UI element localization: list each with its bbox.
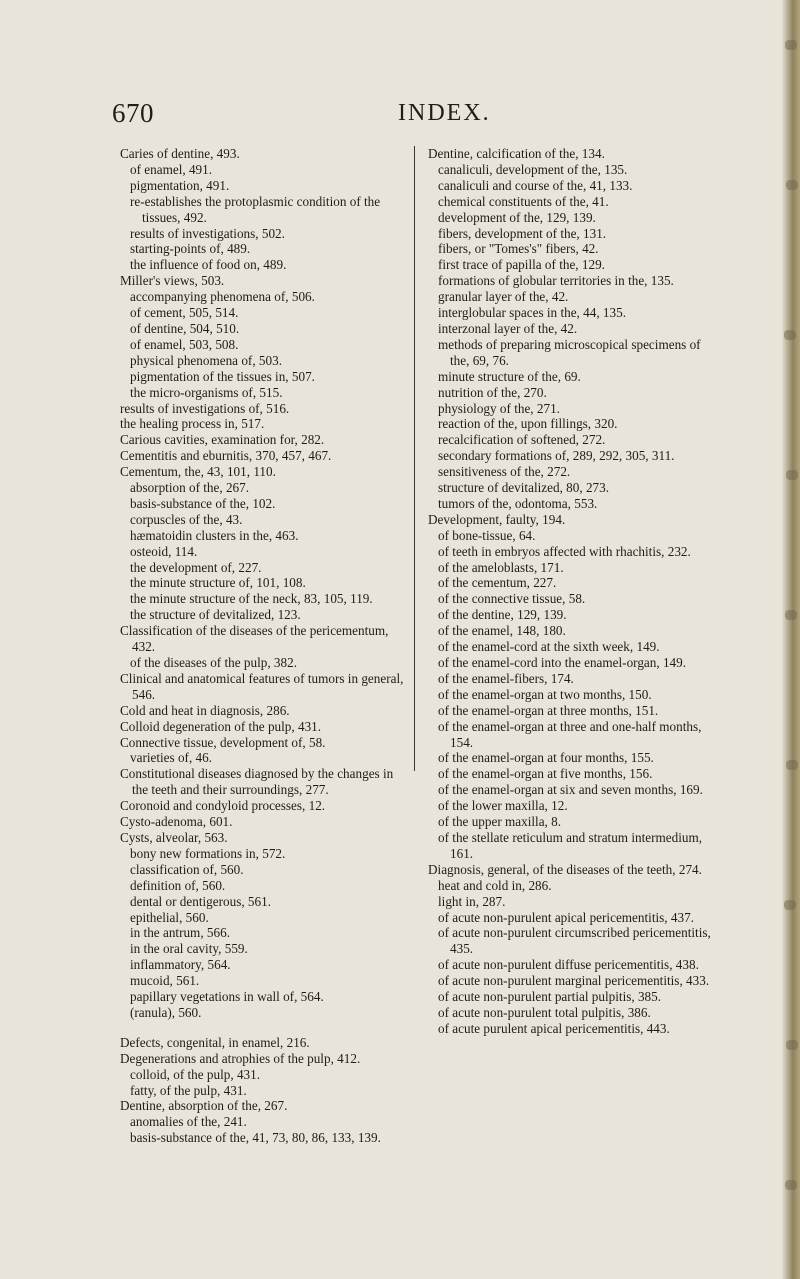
index-entry: Diagnosis, general, of the diseases of the teeth, 274.: [428, 861, 702, 877]
page-title: INDEX.: [398, 100, 491, 126]
index-subentry: light in, 287.: [438, 893, 506, 909]
index-subentry: fibers, or "Tomes's" fibers, 42.: [438, 241, 599, 257]
index-subentry: of the enamel-cord into the enamel-organ, 149.: [438, 655, 687, 670]
index-entry: Dentine, calcification of the, 134.: [428, 146, 605, 161]
index-subentry: fibers, development of the, 131.: [438, 225, 607, 241]
index-subentry: of the stellate reticulum and stratum intermedium, 161.: [438, 829, 703, 861]
index-subentry: anomalies of the, 241.: [130, 1114, 247, 1130]
index-subentry: physiology of the, 271.: [438, 400, 560, 416]
index-subentry: first trace of papilla of the, 129.: [438, 257, 605, 273]
index-subentry: of the lower maxilla, 12.: [438, 798, 568, 814]
index-subentry: reaction of the, upon fillings, 320.: [438, 416, 618, 432]
index-subentry: pigmentation, 491.: [130, 177, 230, 193]
index-entry: Cementum, the, 43, 101, 110.: [120, 464, 276, 480]
index-entry: Colloid degeneration of the pulp, 431.: [120, 718, 322, 734]
index-column-left: [120, 146, 410, 1146]
index-subentry: of the diseases of the pulp, 382.: [130, 655, 298, 670]
index-subentry: of cement, 505, 514.: [130, 305, 239, 321]
index-subentry: starting-points of, 489.: [130, 241, 251, 257]
index-entry: Classification of the diseases of the pericementum, 432.: [120, 623, 389, 655]
index-entry: Defects, congenital, in enamel, 216.: [120, 1034, 310, 1050]
index-subentry: varieties of, 46.: [130, 750, 213, 766]
index-entry: Connective tissue, development of, 58.: [120, 734, 326, 750]
page-edge-shadow: [782, 0, 800, 1279]
index-subentry: minute structure of the, 69.: [438, 368, 581, 384]
index-subentry: of the upper maxilla, 8.: [438, 814, 562, 830]
index-entry: Miller's views, 503.: [120, 273, 225, 289]
index-subentry: of enamel, 491.: [130, 161, 213, 177]
index-subentry: sensitiveness of the, 272.: [438, 464, 571, 480]
index-subentry: heat and cold in, 286.: [438, 877, 552, 893]
index-subentry: of the enamel, 148, 180.: [438, 623, 566, 639]
index-entry: Cementitis and eburnitis, 370, 457, 467.: [120, 448, 332, 464]
index-subentry: bony new formations in, 572.: [130, 845, 286, 861]
index-subentry: in the antrum, 566.: [130, 925, 230, 941]
index-subentry: inflammatory, 564.: [130, 957, 231, 973]
index-subentry: pigmentation of the tissues in, 507.: [130, 368, 315, 384]
index-entry: Clinical and anatomical features of tumors in general, 546.: [120, 670, 404, 702]
index-subentry: the minute structure of the neck, 83, 105, 119.: [130, 591, 373, 607]
index-entry: Cysts, alveolar, 563.: [120, 829, 228, 845]
index-subentry: development of the, 129, 139.: [438, 209, 596, 225]
index-subentry: accompanying phenomena of, 506.: [130, 289, 315, 305]
index-subentry: mucoid, 561.: [130, 973, 200, 989]
index-subentry: canaliculi, development of the, 135.: [438, 161, 628, 177]
index-subentry: of the enamel-fibers, 174.: [438, 670, 574, 686]
index-subentry: granular layer of the, 42.: [438, 289, 569, 305]
index-subentry: of dentine, 504, 510.: [130, 320, 240, 336]
index-subentry: of the enamel-cord at the sixth week, 149.: [438, 639, 660, 655]
index-subentry: secondary formations of, 289, 292, 305, 311.: [438, 448, 675, 464]
index-subentry: recalcification of softened, 272.: [438, 432, 606, 448]
index-entry: Caries of dentine, 493.: [120, 146, 240, 161]
index-entry: Degenerations and atrophies of the pulp, 412.: [120, 1050, 361, 1066]
index-subentry: chemical constituents of the, 41.: [438, 193, 609, 209]
index-subentry: of acute non-purulent partial pulpitis, 385.: [438, 989, 662, 1005]
index-subentry: physical phenomena of, 503.: [130, 352, 282, 368]
index-subentry: of the enamel-organ at three and one-half months, 154.: [438, 718, 702, 750]
index-subentry: basis-substance of the, 41, 73, 80, 86, 133, 139.: [130, 1130, 381, 1146]
index-subentry: re-establishes the protoplasmic condition of the tissues, 492.: [130, 193, 381, 225]
index-subentry: interzonal layer of the, 42.: [438, 320, 578, 336]
index-subentry: nutrition of the, 270.: [438, 384, 547, 400]
index-entry: results of investigations of, 516.: [120, 400, 290, 416]
index-subentry: of the dentine, 129, 139.: [438, 607, 567, 623]
index-subentry: the minute structure of, 101, 108.: [130, 575, 306, 591]
index-entry: Dentine, absorption of the, 267.: [120, 1098, 288, 1114]
section-gap: [120, 1021, 410, 1035]
index-subentry: colloid, of the pulp, 431.: [130, 1066, 261, 1082]
index-subentry: in the oral cavity, 559.: [130, 941, 248, 957]
page-number: 670: [112, 98, 154, 128]
index-column-right: [428, 146, 718, 1037]
index-subentry: interglobular spaces in the, 44, 135.: [438, 305, 627, 321]
index-subentry: the structure of devitalized, 123.: [130, 607, 301, 623]
index-subentry: of the cementum, 227.: [438, 575, 557, 591]
page-header: [112, 98, 692, 132]
index-subentry: definition of, 560.: [130, 877, 226, 893]
index-entry: the healing process in, 517.: [120, 416, 265, 432]
index-subentry: (ranula), 560.: [130, 1004, 202, 1020]
index-subentry: results of investigations, 502.: [130, 225, 285, 241]
index-subentry: the development of, 227.: [130, 559, 262, 575]
index-subentry: basis-substance of the, 102.: [130, 495, 276, 511]
index-subentry: of the enamel-organ at four months, 155.: [438, 750, 654, 766]
index-entry: Constitutional diseases diagnosed by the changes in the teeth and their surroundings, 277.: [120, 766, 394, 798]
index-subentry: of acute non-purulent apical pericementitis, 437.: [438, 909, 694, 925]
index-subentry: of acute non-purulent circumscribed pericementitis, 435.: [438, 925, 711, 957]
index-subentry: of acute non-purulent total pulpitis, 386.: [438, 1004, 651, 1020]
index-subentry: dental or dentigerous, 561.: [130, 893, 271, 909]
index-subentry: methods of preparing microscopical specimens of the, 69, 76.: [438, 336, 701, 368]
index-subentry: corpuscles of the, 43.: [130, 511, 243, 527]
index-subentry: of teeth in embryos affected with rhachitis, 232.: [438, 543, 691, 559]
index-subentry: tumors of the, odontoma, 553.: [438, 495, 598, 511]
index-subentry: formations of globular territories in the, 135.: [438, 273, 674, 289]
index-entry: Cold and heat in diagnosis, 286.: [120, 702, 290, 718]
index-entry: Cysto-adenoma, 601.: [120, 814, 233, 830]
index-subentry: of the enamel-organ at three months, 151.: [438, 702, 659, 718]
index-entry: Coronoid and condyloid processes, 12.: [120, 798, 326, 814]
index-subentry: epithelial, 560.: [130, 909, 209, 925]
column-divider: [414, 146, 415, 771]
index-subentry: of acute non-purulent diffuse pericementitis, 438.: [438, 957, 699, 973]
index-subentry: fatty, of the pulp, 431.: [130, 1082, 247, 1098]
index-subentry: of acute purulent apical pericementitis, 443.: [438, 1020, 670, 1036]
index-entry: Development, faulty, 194.: [428, 511, 566, 527]
index-subentry: of the enamel-organ at two months, 150.: [438, 686, 652, 702]
index-subentry: of enamel, 503, 508.: [130, 336, 239, 352]
index-subentry: the micro-organisms of, 515.: [130, 384, 283, 400]
index-subentry: of the enamel-organ at six and seven months, 169.: [438, 782, 703, 798]
index-subentry: structure of devitalized, 80, 273.: [438, 480, 610, 496]
index-subentry: papillary vegetations in wall of, 564.: [130, 989, 324, 1005]
index-subentry: canaliculi and course of the, 41, 133.: [438, 177, 633, 193]
index-subentry: osteoid, 114.: [130, 543, 198, 559]
index-subentry: of the ameloblasts, 171.: [438, 559, 564, 575]
index-subentry: of the connective tissue, 58.: [438, 591, 586, 607]
index-entry: Carious cavities, examination for, 282.: [120, 432, 325, 448]
index-subentry: of acute non-purulent marginal pericementitis, 433.: [438, 973, 710, 989]
index-subentry: absorption of the, 267.: [130, 480, 250, 496]
index-subentry: of the enamel-organ at five months, 156.: [438, 766, 653, 782]
index-subentry: hæmatoidin clusters in the, 463.: [130, 527, 299, 543]
index-subentry: the influence of food on, 489.: [130, 257, 287, 273]
index-subentry: of bone-tissue, 64.: [438, 527, 536, 543]
index-subentry: classification of, 560.: [130, 861, 244, 877]
